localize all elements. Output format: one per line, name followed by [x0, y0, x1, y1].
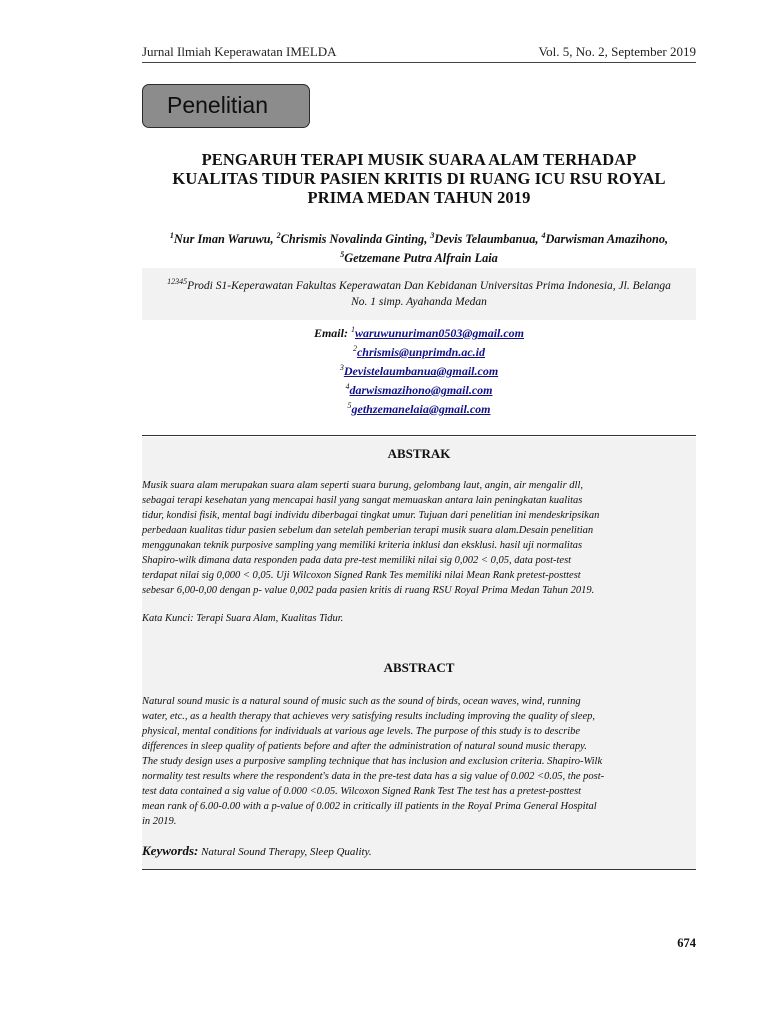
- abstract-bottom-rule: [142, 869, 696, 870]
- email-line: [142, 360, 696, 379]
- abstract-line: physical, mental conditions for individuals at various age levels. The purpose of this study is to describe: [142, 726, 581, 737]
- abstract-body: [142, 694, 696, 829]
- email-line: [142, 341, 696, 360]
- email-link[interactable]: gethzemanelaia@gmail.com: [351, 402, 491, 416]
- abstract-line: test data contained a sig value of 0.000 <0.05. Wilcoxon Signed Rank Test The test has a pretest-posttest: [142, 786, 582, 797]
- abstrak-line: terdapat nilai sig 0,000 < 0,05. Uji Wilcoxon Signed Rank Tes memiliki nilai Mean Rank pretest-posttest: [142, 570, 581, 581]
- section-badge-label: Penelitian: [167, 92, 269, 118]
- email-block: [142, 322, 696, 417]
- running-header: [142, 44, 696, 62]
- email-line: [142, 379, 696, 398]
- abstrak-line: perbedaan kualitas tidur pasien sebelum dan setelah pemberian terapi musik suara alam.Desain penelitian: [142, 525, 594, 536]
- volume-info: Vol. 5, No. 2, September 2019: [538, 44, 696, 59]
- author-sup: 1: [169, 231, 174, 240]
- abstrak-line: tidur, kondisi fisik, mental bagi individu diberbagai tingkat umur. Tujuan dari penelitian ini mendeskripsikan: [142, 510, 600, 521]
- header-divider: [142, 62, 696, 63]
- email-sup: 5: [347, 401, 352, 410]
- author-sup: 2: [276, 231, 281, 240]
- email-link[interactable]: chrismis@unprimdn.ac.id: [356, 345, 485, 359]
- author-name: Getzemane Putra Alfrain Laia: [344, 251, 498, 266]
- email-sup: 2: [352, 344, 357, 353]
- affiliation: [142, 274, 696, 310]
- abstrak-line: menggunakan teknik purposive sampling yang memiliki kriteria inklusi dan eksklusi. hasil uji normalitas: [142, 540, 583, 551]
- abstract-line: water, etc., as a health therapy that achieves very satisfying results including improving the quality of sleep,: [142, 711, 595, 722]
- keywords-label: Keywords:: [142, 843, 199, 858]
- affiliation-text: Prodi S1-Keperawatan Fakultas Keperawatan Dan Kebidanan Universitas Prima Indonesia, Jl. Belanga: [187, 279, 671, 292]
- abstract-line: normality test results where the respondent's data in the pre-test data has a sig value of 0.002 <0.05, the post-: [142, 771, 605, 782]
- title-line: KUALITAS TIDUR PASIEN KRITIS DI RUANG ICU RSU ROYAL: [172, 169, 666, 188]
- email-link[interactable]: Devistelaumbanua@gmail.com: [343, 364, 499, 378]
- abstract-line: mean rank of 6.00-0.00 with a p-value of 0.002 in critically ill patients in the Royal Prima General Hospital: [142, 801, 597, 812]
- title-line: PRIMA MEDAN TAHUN 2019: [307, 188, 531, 207]
- email-label: Email:: [313, 326, 348, 340]
- kata-kunci: Kata Kunci: Terapi Suara Alam, Kualitas Tidur.: [142, 613, 344, 624]
- abstract-line: differences in sleep quality of patients before and after the administration of natural sound music therapy.: [142, 741, 587, 752]
- author-sup: 4: [541, 231, 546, 240]
- title-line: PENGARUH TERAPI MUSIK SUARA ALAM TERHADAP: [201, 150, 637, 169]
- abstract-line: in 2019.: [142, 816, 177, 827]
- abstract-line: Natural sound music is a natural sound of music such as the sound of birds, ocean waves, wind, running: [142, 696, 581, 707]
- email-sup: 3: [339, 363, 344, 372]
- affiliation-sup: 12345: [167, 277, 188, 286]
- abstrak-body: [142, 478, 696, 598]
- abstract-heading: ABSTRACT: [383, 660, 455, 675]
- abstract-line: The study design uses a purposive sampling technique that has inclusion and exclusion criteria. Shapiro-Wilk: [142, 756, 603, 767]
- author-sup: 5: [340, 250, 345, 260]
- author-sup: 3: [430, 231, 435, 240]
- affiliation-line: [148, 274, 690, 294]
- author-line: $^1$Nur Iman Waruwu, $^2$Chrismis Novalinda Ginting, $^3$Devis Telaumbanua, $^4$Darwisman Amazihono,: [169, 231, 669, 247]
- section-badge: [142, 84, 310, 128]
- page-number: 674: [677, 936, 696, 950]
- author-name: Chrismis Novalinda Ginting: [280, 232, 425, 247]
- email-sup: 1: [350, 325, 355, 334]
- author-list: [142, 228, 696, 266]
- email-line: [142, 398, 696, 417]
- keywords: [142, 843, 696, 859]
- abstrak-line: sebagai terapi kesehatan yang mencapai hasil yang sangat memuaskan antara lain peningkatan kualitas: [142, 495, 583, 506]
- affiliation-box: [142, 268, 696, 320]
- abstrak-line: Shapiro-wilk dimana data responden pada data pre-test memiliki nilai sig 0,002 < 0,05, data post-test: [142, 555, 572, 566]
- email-link[interactable]: waruwunuriman0503@gmail.com: [354, 326, 525, 340]
- author-name: Devis Telaumbanua: [434, 232, 536, 247]
- email-line: [142, 322, 696, 341]
- author-name: Darwisman Amazihono: [545, 232, 665, 247]
- email-link[interactable]: darwismazihono@gmail.com: [349, 383, 493, 397]
- email-sup: 4: [345, 382, 350, 391]
- affiliation-line: No. 1 simp. Ayahanda Medan: [351, 295, 487, 308]
- abstrak-line: sebesar 6,00-0,00 dengan p- value 0,002 pada pasien kritis di ruang RSU Royal Prima Medan Tahun 2019.: [142, 585, 595, 596]
- abstrak-line: Musik suara alam merupakan suara alam seperti suara burung, gelombang laut, angin, air mengalir dll,: [142, 480, 583, 491]
- article-title: [142, 150, 696, 207]
- author-line: [142, 247, 696, 266]
- journal-name: Jurnal Ilmiah Keperawatan IMELDA: [142, 44, 337, 59]
- keywords-text: Natural Sound Therapy, Sleep Quality.: [201, 846, 372, 858]
- abstract-top-rule: [142, 435, 696, 436]
- author-name: Nur Iman Waruwu: [173, 232, 271, 247]
- abstrak-heading: ABSTRAK: [387, 446, 451, 461]
